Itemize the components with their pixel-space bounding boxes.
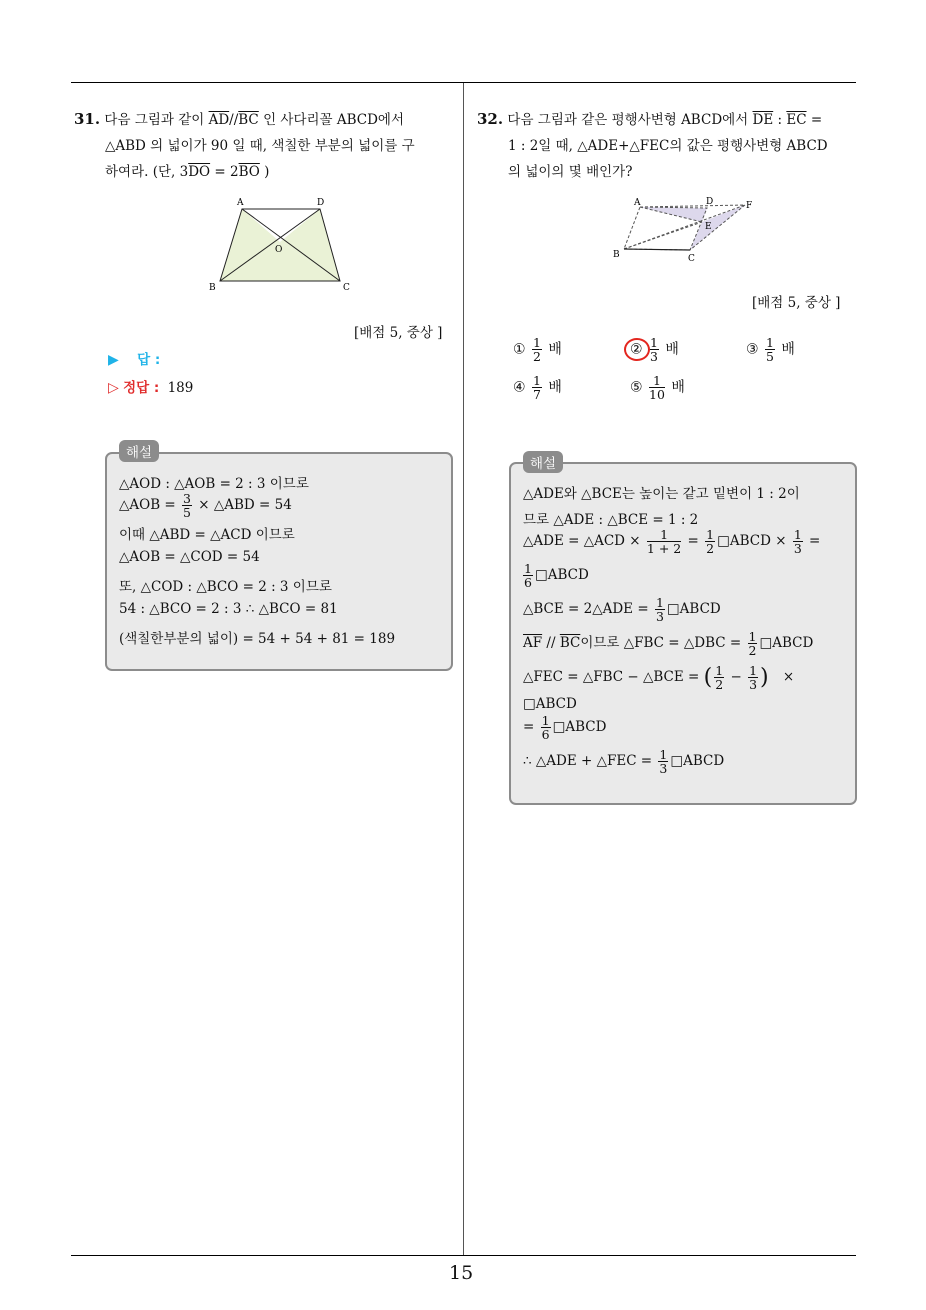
q32-line3: 의 넓이의 몇 배인가? bbox=[508, 164, 633, 180]
sol31-line4: △AOB = △COD = 54 bbox=[119, 549, 260, 565]
q32-solution-box bbox=[509, 462, 857, 805]
q31-grade: [배점 5, 중상 ] bbox=[354, 325, 443, 341]
sol32-line8: □ABCD bbox=[523, 696, 577, 712]
label-o: O bbox=[275, 245, 283, 255]
segment-bc: $\overline{BC}$ bbox=[238, 112, 259, 128]
label-b: B bbox=[613, 250, 620, 260]
q32-line1: 32. 다음 그림과 같은 평행사변형 ABCD에서 $\overline{DE}$ : $\overline{EC}$ = bbox=[477, 110, 823, 128]
q32-grade: [배점 5, 중상 ] bbox=[752, 295, 841, 311]
sol31-line6: 54 : △BCO = 2 : 3 ∴ △BCO = 81 bbox=[119, 601, 338, 617]
sol31-line5: 또, △COD : △BCO = 2 : 3 이므로 bbox=[119, 579, 332, 595]
sol32-line1: △ADE와 △BCE는 높이는 같고 밑변이 1 : 2이 bbox=[523, 486, 800, 502]
sol32-line3: △ADE = △ACD × $\frac{1}{1 + 2}$ = $\frac{1}{2}$ □ABCD × $\frac{1}{3}$ = bbox=[523, 527, 821, 556]
sol31-line7: (색칠한부분의 넓이) = 54 + 54 + 81 = 189 bbox=[119, 631, 396, 647]
page-number: 15 bbox=[449, 1262, 474, 1284]
q31-solution-tag: 해설 bbox=[119, 440, 159, 462]
segment-bc bbox=[624, 249, 690, 250]
q31-correct-row bbox=[108, 376, 193, 396]
q31-line2: △ABD 의 넓이가 90 일 때, 색칠한 부분의 넓이를 구 bbox=[105, 138, 415, 154]
q32-parallelogram-figure bbox=[610, 193, 760, 265]
q31-answer-row bbox=[108, 348, 160, 368]
segment-ec: $\overline{EC}$ bbox=[786, 112, 807, 128]
option-4[interactable]: ④ $\frac{1}{7}$ 배 bbox=[513, 373, 562, 402]
label-b: B bbox=[209, 283, 216, 292]
label-f: F bbox=[746, 201, 753, 211]
label-e: E bbox=[705, 222, 712, 232]
q31-solution-box bbox=[105, 452, 453, 671]
option-2[interactable]: ② $\frac{1}{3}$ 배 bbox=[630, 336, 679, 363]
label-a: A bbox=[237, 198, 244, 208]
question-32 bbox=[477, 106, 861, 185]
bottom-rule bbox=[71, 1255, 856, 1256]
q31-number: 31. bbox=[74, 110, 101, 128]
segment-ad: $\overline{AD}$ bbox=[208, 112, 230, 128]
label-d: D bbox=[317, 198, 325, 208]
sol31-line2: △AOB = $\frac{3}{5}$ × △ABD = 54 bbox=[119, 491, 292, 520]
column-divider bbox=[463, 83, 464, 1256]
label-a: A bbox=[634, 198, 641, 208]
option-5[interactable]: ⑤ $\frac{1}{10}$ 배 bbox=[630, 373, 685, 402]
segment-de: $\overline{DE}$ bbox=[752, 112, 774, 128]
label-c: C bbox=[343, 283, 350, 292]
sol32-line2: 므로 △ADE : △BCE = 1 : 2 bbox=[523, 512, 699, 528]
option-3[interactable]: ③ $\frac{1}{5}$ 배 bbox=[746, 335, 795, 364]
sol32-line7: △FEC = △FBC − △BCE = ( $\frac{1}{2}$ − $\frac{1}{3}$ ) × bbox=[523, 663, 795, 692]
question-31 bbox=[74, 106, 456, 185]
triangle-outline-icon: ▷ bbox=[108, 380, 119, 396]
q32-number: 32. bbox=[477, 110, 504, 128]
segment-af bbox=[640, 205, 745, 207]
q31-line1: 31. 다음 그림과 같이 $\overline{AD}//\overline{BC}$ 인 사다리꼴 ABCD에서 bbox=[74, 110, 405, 128]
q32-solution-tag: 해설 bbox=[523, 451, 563, 473]
q31-line3: 하여라. (단, $3\overline{DO} = 2\overline{BO}$ ) bbox=[105, 164, 270, 180]
q32-line2: 1 : 2일 때, △ADE+△FEC의 값은 평행사변형 ABCD bbox=[508, 138, 828, 154]
sol32-line5: △BCE = 2△ADE = $\frac{1}{3}$ □ABCD bbox=[523, 595, 721, 624]
sol32-line6: $\overline{AF} // \overline{BC}$이므로 △FBC = △DBC = $\frac{1}{2}$ □ABCD bbox=[523, 629, 814, 658]
correct-label: 정답 : bbox=[123, 380, 160, 396]
sol32-line4: $\frac{1}{6}$ □ABCD bbox=[524, 561, 589, 590]
sol31-line3: 이때 △ABD = △ACD 이므로 bbox=[119, 527, 295, 543]
label-c: C bbox=[688, 254, 695, 264]
selected-circle-icon bbox=[624, 338, 650, 361]
option-1[interactable]: ① $\frac{1}{2}$ 배 bbox=[513, 335, 562, 364]
q31-trapezoid-figure bbox=[200, 192, 360, 292]
correct-value: 189 bbox=[167, 380, 194, 396]
sol31-line1: △AOD : △AOB = 2 : 3 이므로 bbox=[119, 476, 309, 492]
sol32-line10: ∴ △ADE + △FEC = $\frac{1}{3}$ □ABCD bbox=[523, 747, 725, 776]
play-icon: ▶ bbox=[108, 352, 119, 368]
sol32-line9: = $\frac{1}{6}$ □ABCD bbox=[523, 713, 607, 742]
label-d: D bbox=[706, 197, 714, 207]
answer-label: 답 : bbox=[137, 352, 161, 368]
